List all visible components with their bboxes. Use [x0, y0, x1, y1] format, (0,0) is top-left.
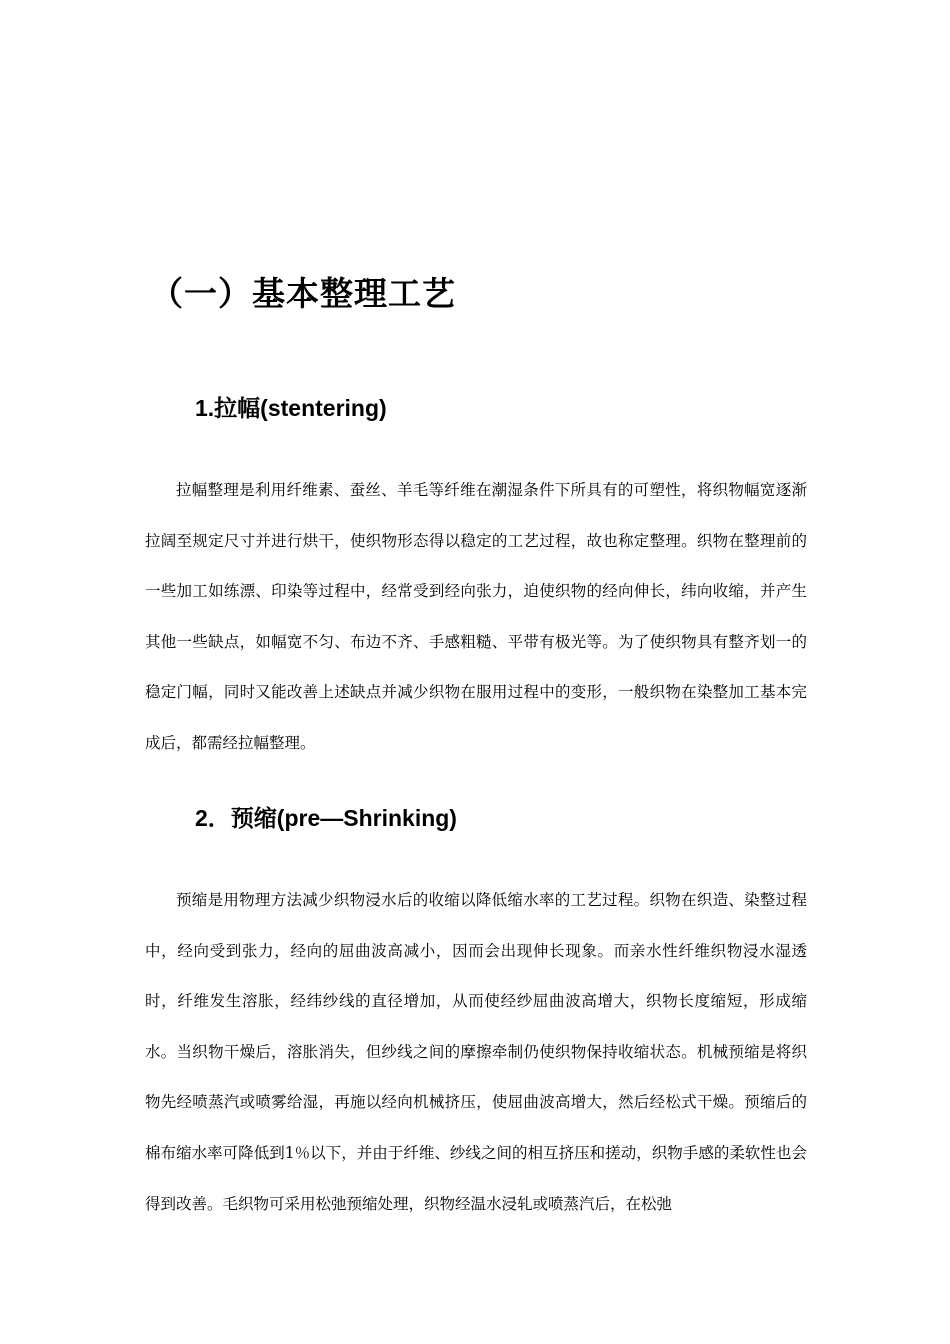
section-heading-stentering: 1.拉幅(stentering) — [195, 395, 387, 421]
section-paragraph-preshrinking: 预缩是用物理方法减少织物浸水后的收缩以降低缩水率的工艺过程。织物在织造、染整过程中，经向受到张力，经向的屈曲波高减小，因而会出现伸长现象。而亲水性纤维织物浸水湿透时，纤维发生溶胀，经纬纱线的直径增加，从而使经纱屈曲波高增大，织物长度缩短，形成缩水。当织物干燥后，溶胀消失，但纱线之间的摩擦牵制仍使织物保持收缩状态。机械预缩是将织物先经喷蒸汽或喷雾给湿，再施以经向机械挤压，使屈曲波高增大，然后经松式干燥。预缩后的棉布缩水率可降低到1％以下，并由于纤维、纱线之间的相互挤压和搓动，织物手感的柔软性也会得到改善。毛织物可采用松弛预缩处理，织物经温水浸轧或喷蒸汽后，在松弛 — [145, 891, 807, 1213]
page-title: （一）基本整理工艺 — [150, 274, 456, 313]
section-heading-preshrinking: 2．预缩(pre—Shrinking) — [195, 805, 457, 831]
section-paragraph-stentering: 拉幅整理是利用纤维素、蚕丝、羊毛等纤维在潮湿条件下所具有的可塑性，将织物幅宽逐渐拉阔至规定尺寸并进行烘干，使织物形态得以稳定的工艺过程，故也称定整理。织物在整理前的一些加工如练漂、印染等过程中，经常受到经向张力，迫使织物的经向伸长，纬向收缩，并产生其他一些缺点，如幅宽不匀、布边不齐、手感粗糙、平带有极光等。为了使织物具有整齐划一的稳定门幅，同时又能改善上述缺点并减少织物在服用过程中的变形，一般织物在染整加工基本完成后，都需经拉幅整理。 — [145, 481, 807, 752]
